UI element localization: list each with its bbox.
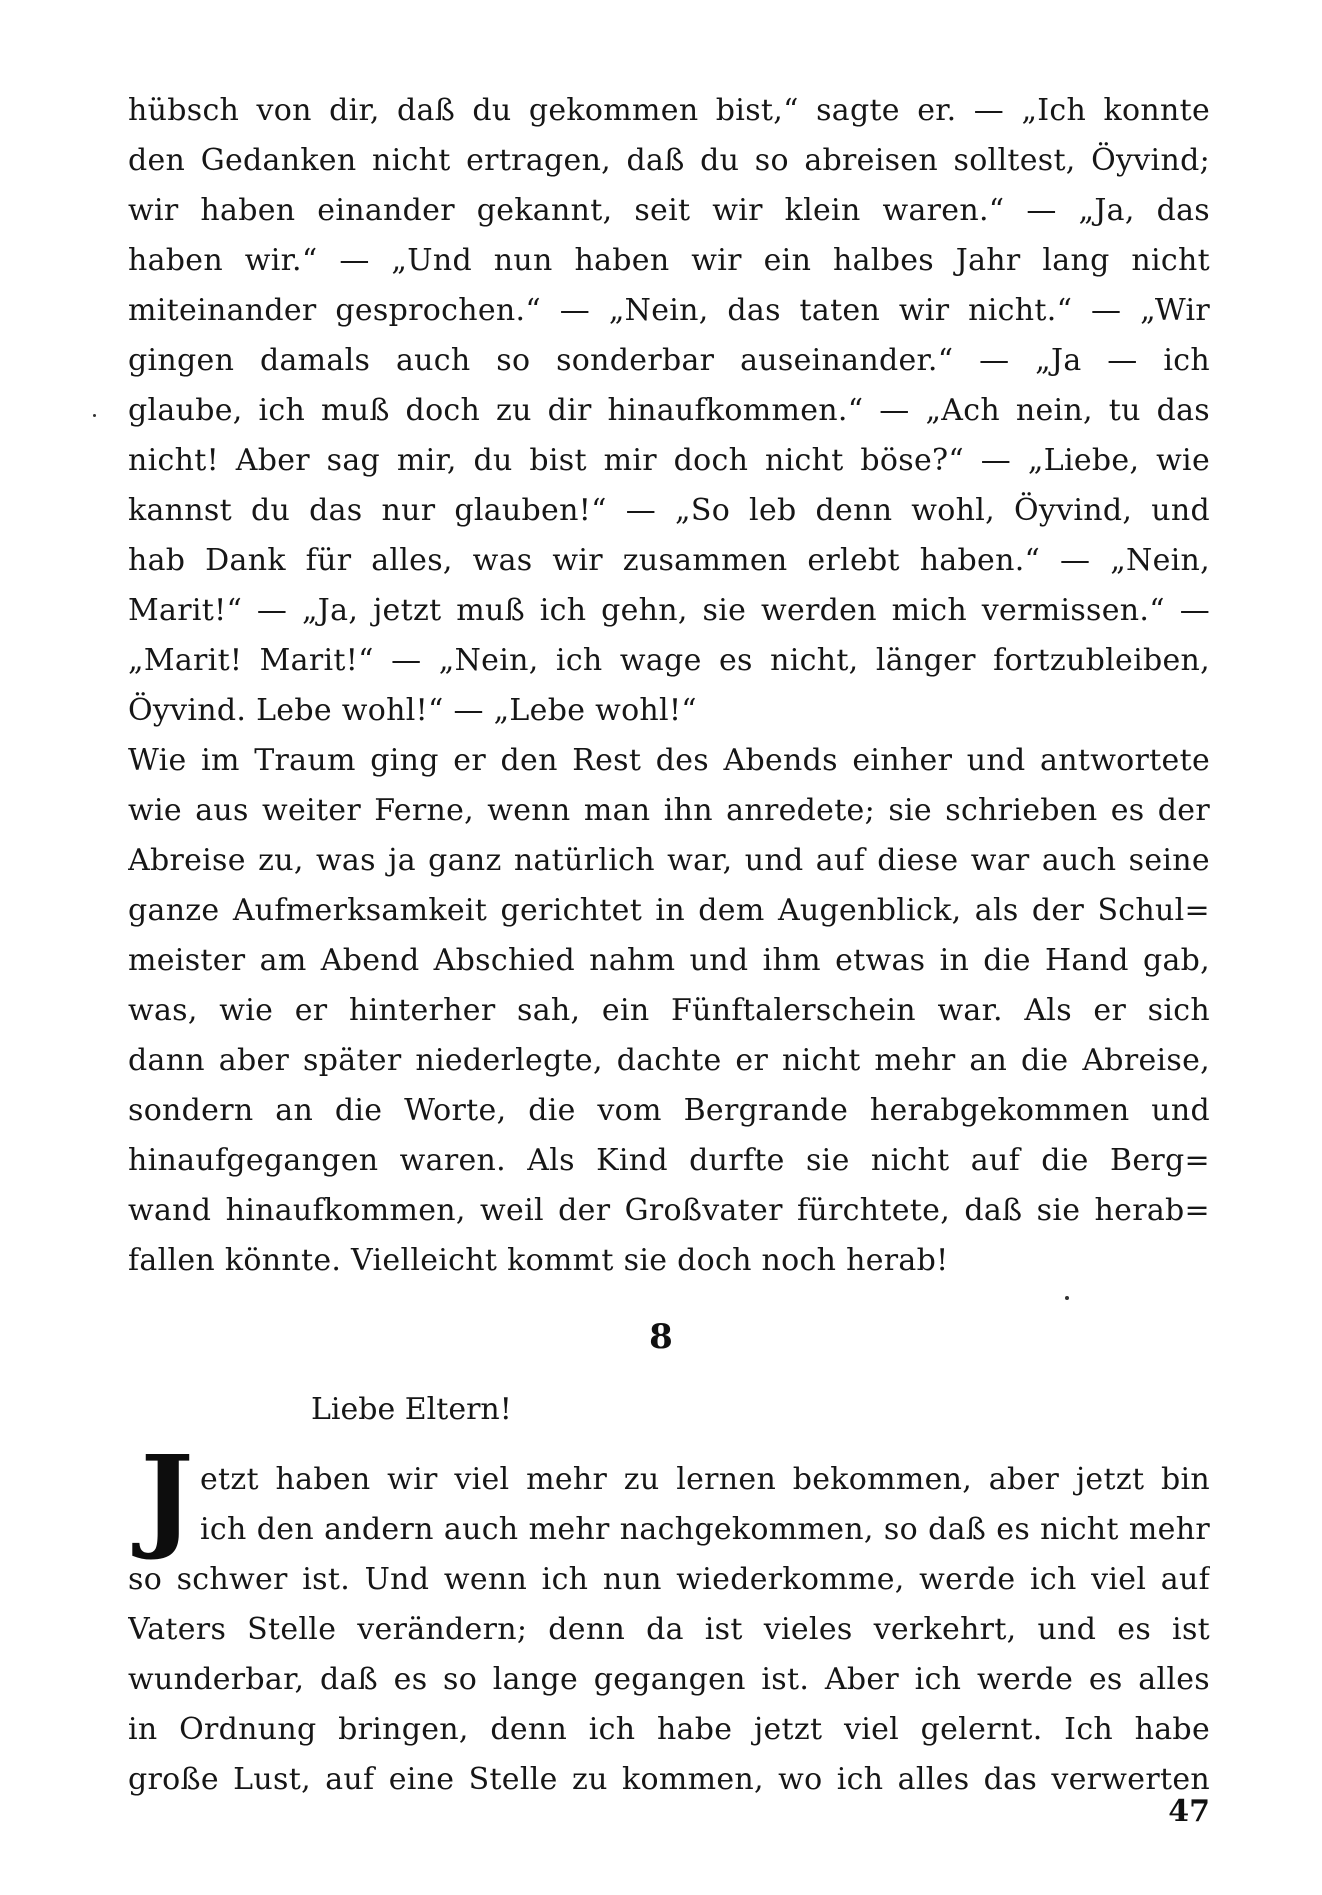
text-line: miteinander gesprochen.“ — „Nein, das taten wir nicht.“ — „Wir bbox=[128, 293, 1210, 328]
text-line: Öyvind. Lebe wohl!“ — „Lebe wohl!“ bbox=[128, 693, 697, 728]
text-line: hübsch von dir, daß du gekommen bist,“ sagte er. — „Ich konnte bbox=[128, 93, 1210, 128]
letter-salutation: Liebe Eltern! bbox=[311, 1392, 512, 1427]
text-line: glaube, ich muß doch zu dir hinaufkommen.“ — „Ach nein, tu das bbox=[128, 393, 1210, 428]
text-line: Vaters Stelle verändern; denn da ist vieles verkehrt, und es ist bbox=[128, 1612, 1210, 1647]
text-line: haben wir.“ — „Und nun haben wir ein halbes Jahr lang nicht bbox=[128, 243, 1210, 278]
text-line: „Marit! Marit!“ — „Nein, ich wage es nicht, länger fortzubleiben, bbox=[128, 643, 1210, 678]
text-line: etzt haben wir viel mehr zu lernen bekommen, aber jetzt bin bbox=[200, 1462, 1210, 1497]
text-line: in Ordnung bringen, denn ich habe jetzt viel gelernt. Ich habe bbox=[128, 1712, 1210, 1747]
text-line: Abreise zu, was ja ganz natürlich war, und auf diese war auch seine bbox=[128, 843, 1210, 878]
text-line: hinaufgegangen waren. Als Kind durfte sie nicht auf die Berg= bbox=[128, 1143, 1210, 1178]
text-line: dann aber später niederlegte, dachte er nicht mehr an die Abreise, bbox=[128, 1043, 1210, 1078]
text-line: fallen könnte. Vielleicht kommt sie doch noch herab! bbox=[128, 1243, 949, 1278]
print-speck bbox=[1065, 1296, 1069, 1300]
text-line: Wie im Traum ging er den Rest des Abends einher und antwortete bbox=[128, 743, 1210, 778]
text-line: Marit!“ — „Ja, jetzt muß ich gehn, sie werden mich vermissen.“ — bbox=[128, 593, 1210, 628]
text-line: den Gedanken nicht ertragen, daß du so abreisen solltest, Öyvind; bbox=[128, 143, 1210, 178]
text-line: gingen damals auch so sonderbar auseinander.“ — „Ja — ich bbox=[128, 343, 1210, 378]
text-line: ganze Aufmerksamkeit gerichtet in dem Augenblick, als der Schul= bbox=[128, 893, 1210, 928]
print-speck bbox=[93, 414, 96, 417]
text-line: wand hinaufkommen, weil der Großvater fürchtete, daß sie herab= bbox=[128, 1193, 1210, 1228]
text-line: was, wie er hinterher sah, ein Fünftalerschein war. Als er sich bbox=[128, 993, 1210, 1028]
page-number: 47 bbox=[1168, 1794, 1210, 1829]
text-line: hab Dank für alles, was wir zusammen erlebt haben.“ — „Nein, bbox=[128, 543, 1210, 578]
text-line: kannst du das nur glauben!“ — „So leb denn wohl, Öyvind, und bbox=[128, 493, 1210, 528]
text-line: sondern an die Worte, die vom Bergrande herabgekommen und bbox=[128, 1093, 1210, 1128]
text-line: so schwer ist. Und wenn ich nun wiederkomme, werde ich viel auf bbox=[128, 1562, 1210, 1597]
upper-paragraph bbox=[128, 86, 1210, 1286]
text-line: wunderbar, daß es so lange gegangen ist. Aber ich werde es alles bbox=[128, 1662, 1210, 1697]
chapter-number: 8 bbox=[649, 1317, 673, 1357]
text-line: große Lust, auf eine Stelle zu kommen, wo ich alles das verwerten bbox=[128, 1762, 1210, 1797]
drop-cap: J bbox=[140, 1432, 194, 1563]
text-line: meister am Abend Abschied nahm und ihm etwas in die Hand gab, bbox=[128, 943, 1210, 978]
text-line: wie aus weiter Ferne, wenn man ihn anredete; sie schrieben es der bbox=[128, 793, 1210, 828]
text-line: nicht! Aber sag mir, du bist mir doch nicht böse?“ — „Liebe, wie bbox=[128, 443, 1210, 478]
letter-paragraph bbox=[128, 1455, 1210, 1805]
text-line: wir haben einander gekannt, seit wir klein waren.“ — „Ja, das bbox=[128, 193, 1210, 228]
text-line: ich den andern auch mehr nachgekommen, so daß es nicht mehr bbox=[200, 1512, 1210, 1547]
